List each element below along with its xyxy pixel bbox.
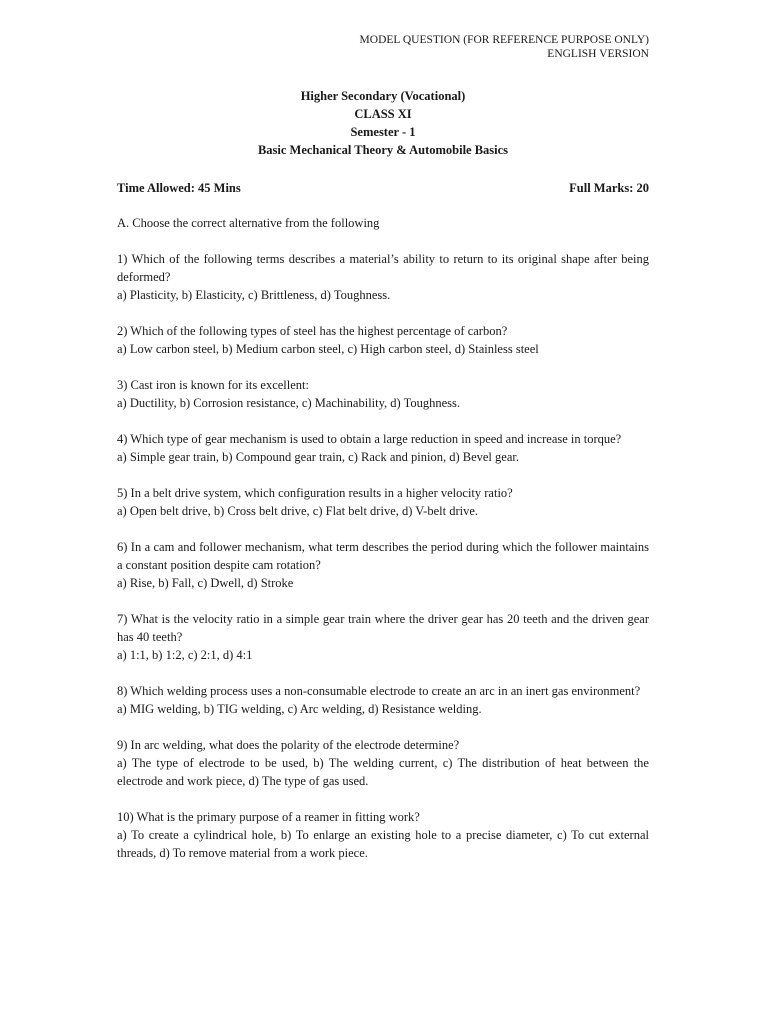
question-text: 4) Which type of gear mechanism is used to obtain a large reduction in speed and increase in torque? xyxy=(117,432,622,446)
answer-options: a) Simple gear train, b) Compound gear train, c) Rack and pinion, d) Bevel gear. xyxy=(117,450,519,464)
question-item xyxy=(117,376,649,412)
semester-label: Semester - 1 xyxy=(350,125,416,139)
board-name: Higher Secondary (Vocational) xyxy=(300,89,466,103)
answer-options: a) Ductility, b) Corrosion resistance, c) Machinability, d) Toughness. xyxy=(117,396,461,410)
paper-title-block xyxy=(117,87,649,159)
question-text: 9) In arc welding, what does the polarity of the electrode determine? xyxy=(117,738,460,752)
answer-options: a) Low carbon steel, b) Medium carbon steel, c) High carbon steel, d) Stainless steel xyxy=(117,342,539,356)
answer-options: a) 1:1, b) 1:2, c) 2:1, d) 4:1 xyxy=(117,648,253,662)
reference-note: MODEL QUESTION (FOR REFERENCE PURPOSE ONLY) xyxy=(359,34,649,46)
question-paper-page xyxy=(117,33,649,862)
time-allowed: Time Allowed: 45 Mins xyxy=(117,181,241,195)
question-item xyxy=(117,322,649,358)
question-text: 3) Cast iron is known for its excellent: xyxy=(117,378,309,392)
full-marks: Full Marks: 20 xyxy=(569,181,649,195)
answer-options: a) Plasticity, b) Elasticity, c) Brittleness, d) Toughness. xyxy=(117,288,391,302)
question-text: 8) Which welding process uses a non-consumable electrode to create an arc in an inert gas environment? xyxy=(117,684,641,698)
question-item xyxy=(117,610,649,664)
language-version: ENGLISH VERSION xyxy=(547,48,649,60)
question-item xyxy=(117,808,649,862)
question-item xyxy=(117,682,649,718)
subject-title: Basic Mechanical Theory & Automobile Basics xyxy=(257,143,509,157)
question-item xyxy=(117,250,649,304)
question-text: 2) Which of the following types of steel has the highest percentage of carbon? xyxy=(117,324,508,338)
question-text: 10) What is the primary purpose of a reamer in fitting work? xyxy=(117,810,420,824)
question-text: 6) In a cam and follower mechanism, what term describes the period during which the follower maintains a constant position despite cam rotation? xyxy=(117,540,649,572)
answer-options: a) To create a cylindrical hole, b) To enlarge an existing hole to a precise diameter, c) To cut external threads, d) To remove material from a work piece. xyxy=(117,828,649,860)
question-item xyxy=(117,430,649,466)
answer-options: a) MIG welding, b) TIG welding, c) Arc welding, d) Resistance welding. xyxy=(117,702,482,716)
question-text: 7) What is the velocity ratio in a simple gear train where the driver gear has 20 teeth and the driven gear has 40 teeth? xyxy=(117,612,649,644)
exam-meta-row xyxy=(117,179,649,197)
answer-options: a) Open belt drive, b) Cross belt drive, c) Flat belt drive, d) V-belt drive. xyxy=(117,504,479,518)
class-label: CLASS XI xyxy=(354,107,412,121)
answer-options: a) Rise, b) Fall, c) Dwell, d) Stroke xyxy=(117,576,294,590)
question-item xyxy=(117,736,649,790)
document-header-note xyxy=(117,33,649,61)
question-text: 1) Which of the following terms describes a material’s ability to return to its original shape after being deformed? xyxy=(117,252,649,284)
question-item xyxy=(117,538,649,592)
section-instruction: A. Choose the correct alternative from the following xyxy=(117,216,380,230)
question-item xyxy=(117,484,649,520)
question-text: 5) In a belt drive system, which configuration results in a higher velocity ratio? xyxy=(117,486,513,500)
answer-options: a) The type of electrode to be used, b) The welding current, c) The distribution of heat between the electrode and work piece, d) The type of gas used. xyxy=(117,756,649,788)
